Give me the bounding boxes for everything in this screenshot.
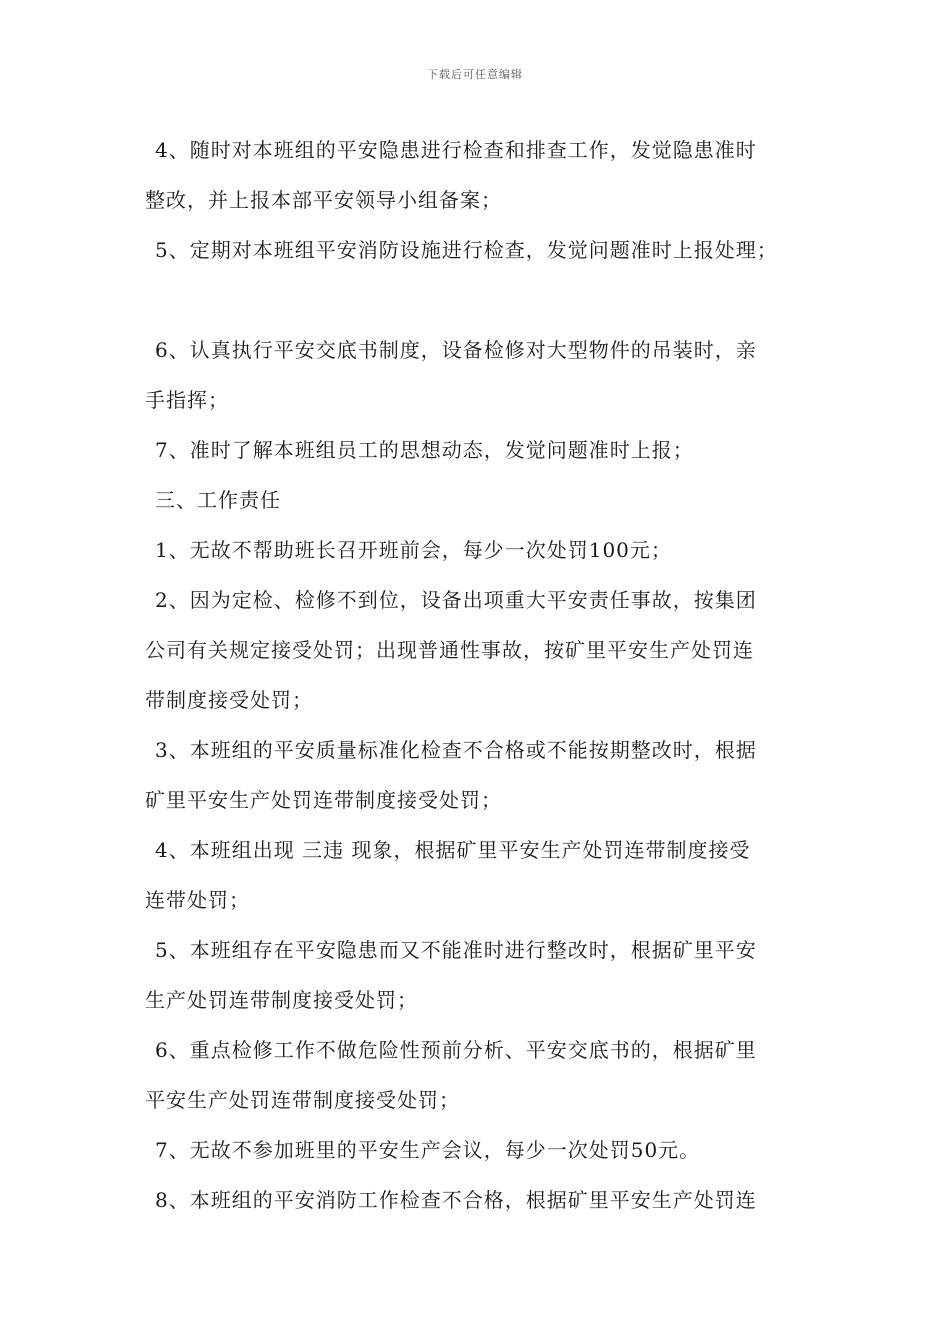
paragraph-line: 带制度接受处罚； [145, 688, 313, 712]
section-heading: 三、工作责任 [155, 488, 281, 512]
paragraph-line: 平安生产处罚连带制度接受处罚； [145, 1088, 460, 1112]
paragraph-line: 手指挥； [145, 388, 229, 412]
paragraph-line: 矿里平安生产处罚连带制度接受处罚； [145, 788, 502, 812]
paragraph-line: 整改，并上报本部平安领导小组备案； [145, 188, 502, 212]
paragraph-line: 5、本班组存在平安隐患而又不能准时进行整改时，根据矿里平安 [155, 938, 757, 962]
paragraph-line: 2、因为定检、检修不到位，设备出项重大平安责任事故，按集团 [155, 588, 757, 612]
paragraph-line: 6、认真执行平安交底书制度，设备检修对大型物件的吊装时，亲 [155, 338, 757, 362]
paragraph-line: 3、本班组的平安质量标准化检查不合格或不能按期整改时，根据 [155, 738, 757, 762]
paragraph-line: 生产处罚连带制度接受处罚； [145, 988, 418, 1012]
paragraph-line: 7、无故不参加班里的平安生产会议，每少一次处罚50元。 [155, 1138, 701, 1162]
paragraph-line: 4、随时对本班组的平安隐患进行检查和排查工作，发觉隐患准时 [155, 138, 757, 162]
page-header-note: 下载后可任意编辑 [427, 68, 523, 81]
paragraph-line: 连带处罚； [145, 888, 250, 912]
paragraph-line: 1、无故不帮助班长召开班前会，每少一次处罚100元； [155, 538, 672, 562]
paragraph-line: 公司有关规定接受处罚；出现普通性事故，按矿里平安生产处罚连 [145, 638, 754, 662]
paragraph-line: 8、本班组的平安消防工作检查不合格，根据矿里平安生产处罚连 [155, 1188, 757, 1212]
paragraph-line: 4、本班组出现 三违 现象，根据矿里平安生产处罚连带制度接受 [155, 838, 751, 862]
paragraph-line: 7、准时了解本班组员工的思想动态，发觉问题准时上报； [155, 438, 694, 462]
paragraph-line: 6、重点检修工作不做危险性预前分析、平安交底书的，根据矿里 [155, 1038, 757, 1062]
paragraph-line: 5、定期对本班组平安消防设施进行检查，发觉问题准时上报处理； [155, 238, 778, 262]
